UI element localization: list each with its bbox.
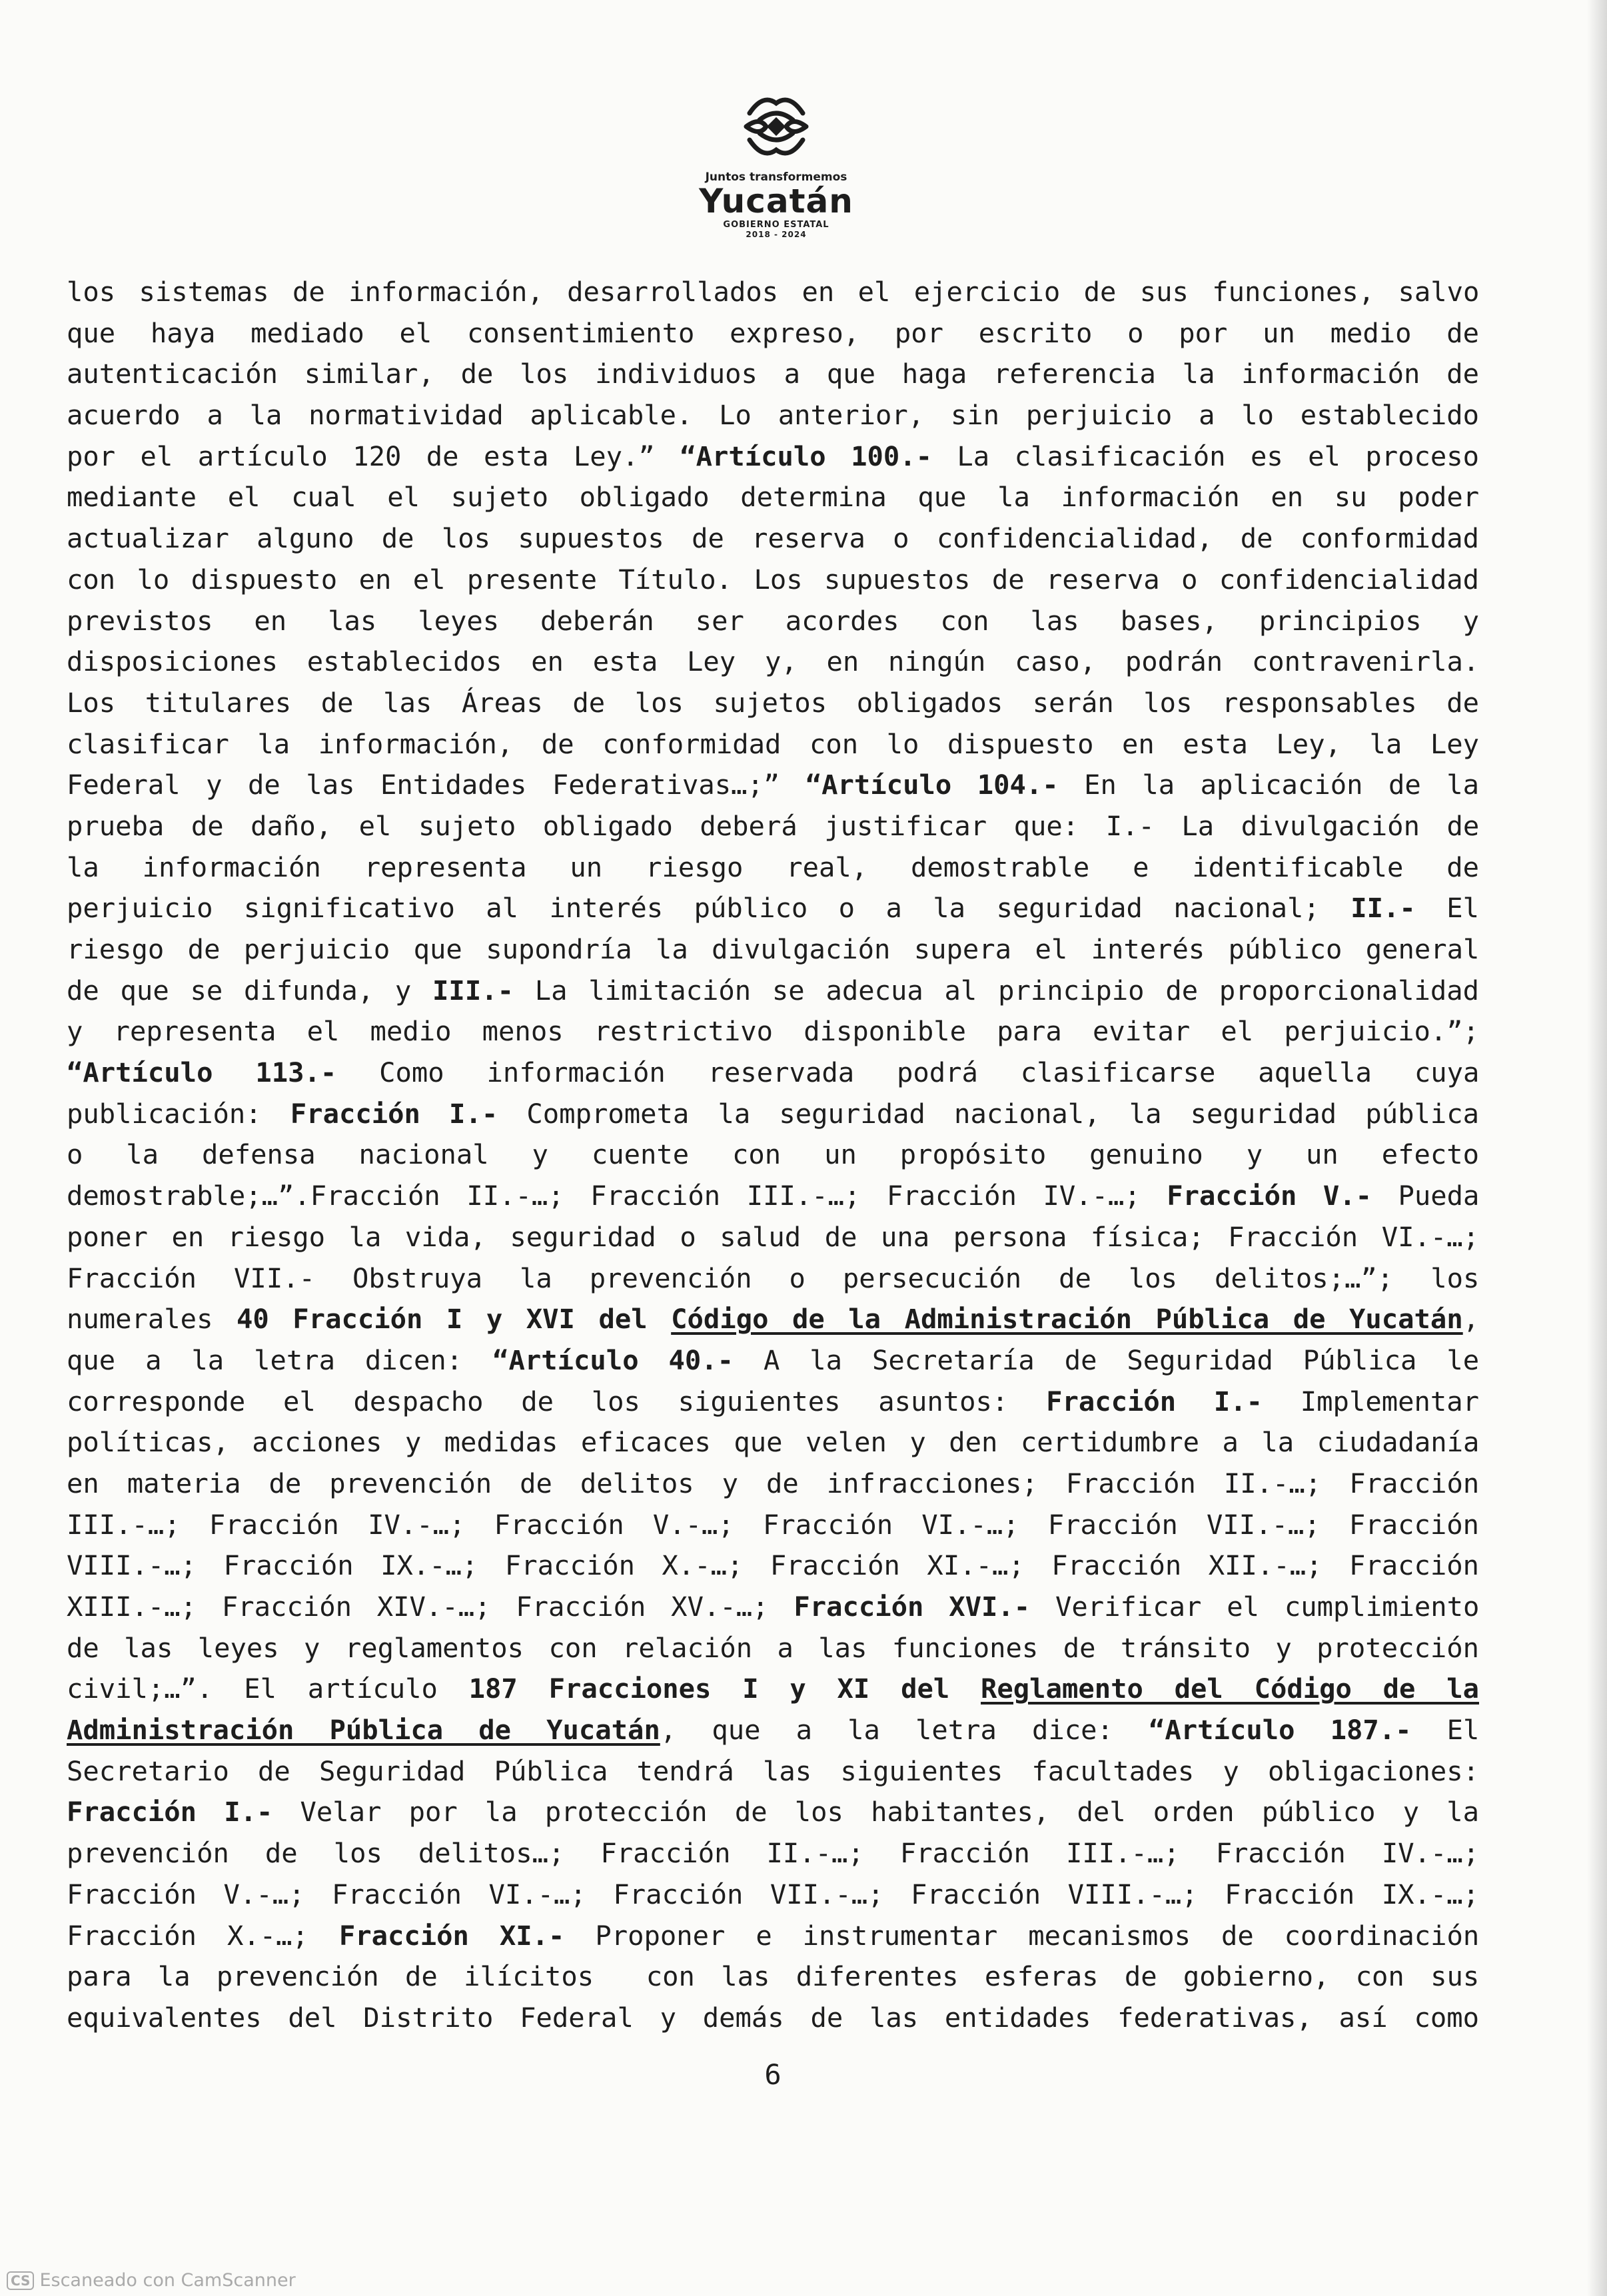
text-segment: en materia de prevención de delitos y de infracciones; Fracción II.-…; Fracción	[67, 1467, 1480, 1499]
text-segment: 40 Fracción I y XVI	[237, 1303, 575, 1336]
text-segment: con lo dispuesto en el presente Título. Los supuestos de reserva o confidencialidad	[67, 563, 1479, 595]
text-segment: “Artículo 100.-	[680, 440, 932, 472]
text-segment: Fracción I.-	[290, 1097, 498, 1130]
text-line	[67, 354, 1479, 395]
text-segment: perjuicio significativo al interés público o a la seguridad nacional;	[67, 892, 1351, 925]
text-segment: Como información reservada podrá clasificarse aquella cuya	[336, 1056, 1480, 1089]
text-line	[67, 1545, 1479, 1587]
text-segment	[949, 1673, 981, 1705]
text-segment: Verificar el cumplimiento	[1030, 1591, 1480, 1623]
text-line	[67, 395, 1479, 436]
text-line	[67, 313, 1479, 354]
text-line	[67, 1340, 1479, 1381]
text-segment: publicación:	[67, 1097, 290, 1130]
letterhead-years: 2018 - 2024	[746, 230, 807, 239]
text-line	[67, 1052, 1479, 1094]
text-line	[67, 724, 1479, 765]
text-segment: equivalentes del Distrito Federal y demás de las entidades federativas, así como	[67, 2001, 1479, 2034]
text-line	[67, 1628, 1479, 1669]
text-segment: III.-	[432, 974, 514, 1006]
text-line	[67, 1381, 1479, 1423]
text-segment: riesgo de perjuicio que supondría la divulgación supera el interés público general	[67, 933, 1480, 965]
text-segment: y representa el medio menos restrictivo disponible para evitar el perjuicio.”;	[67, 1015, 1479, 1048]
text-segment: En la aplicación de la	[1058, 769, 1479, 801]
text-line	[67, 1176, 1479, 1217]
yucatan-logo-icon	[736, 87, 816, 167]
letterhead-tagline: Juntos transformemos	[705, 171, 847, 184]
text-line	[67, 1998, 1479, 2039]
text-line	[67, 1258, 1479, 1300]
text-segment: Implementar	[1263, 1385, 1480, 1417]
letterhead	[690, 87, 863, 239]
text-segment: de las leyes y reglamentos con relación a las funciones de tránsito y protección	[67, 1631, 1479, 1664]
text-line	[67, 1710, 1479, 1751]
text-segment: Comprometa la seguridad nacional, la seguridad pública	[498, 1097, 1479, 1130]
text-segment: prueba de daño, el sujeto obligado deberá justificar que: I.- La divulgación de	[67, 809, 1480, 842]
text-segment: El	[1411, 1714, 1480, 1746]
text-line	[67, 1463, 1479, 1505]
scanner-label: Escaneado con CamScanner	[39, 2270, 296, 2291]
text-segment: Federal y de las Entidades Federativas…;”	[67, 769, 805, 801]
text-line	[67, 518, 1479, 560]
text-segment: actualizar alguno de los supuestos de reserva o confidencialidad, de conformidad	[67, 522, 1479, 555]
text-segment: Pueda	[1372, 1180, 1480, 1212]
text-segment: Fracción V.-…; Fracción VI.-…; Fracción VII.-…; Fracción VIII.-…; Fracción IX.-…;	[67, 1878, 1480, 1910]
text-segment: Los titulares de las Áreas de los sujetos obligados serán los responsables de	[67, 686, 1479, 719]
text-line	[67, 1669, 1479, 1710]
text-line	[67, 477, 1479, 518]
text-segment: poner en riesgo la vida, seguridad o salud de una persona física; Fracción VI.-…;	[67, 1220, 1480, 1253]
text-segment: disposiciones establecidos en esta Ley y, en ningún caso, podrán contravenirla.	[67, 645, 1480, 678]
letterhead-government: GOBIERNO ESTATAL	[723, 220, 829, 230]
text-segment: Administración Pública de Yucatán	[67, 1714, 660, 1746]
text-segment: VIII.-…; Fracción IX.-…; Fracción X.-…; Fracción XI.-…; Fracción XII.-…; Fracción	[67, 1549, 1480, 1582]
text-line	[67, 560, 1479, 601]
text-line	[67, 272, 1479, 313]
text-segment: para la prevención de ilícitos con las diferentes esferas de gobierno, con sus	[67, 1960, 1480, 1993]
text-segment: políticas, acciones y medidas eficaces que velen y den certidumbre a la ciudadanía	[67, 1426, 1480, 1459]
text-line	[67, 683, 1479, 724]
text-line	[67, 1874, 1479, 1916]
text-segment: A la Secretaría de Seguridad Pública le	[734, 1343, 1480, 1376]
text-segment: Proponer e instrumentar mecanismos de coordinación	[564, 1919, 1480, 1952]
text-segment: Fracción X.-…;	[67, 1919, 339, 1952]
text-line	[67, 1792, 1479, 1833]
text-segment: por el artículo 120 de esta Ley.”	[67, 440, 680, 472]
text-segment: mediante el cual el sujeto obligado determina que la información en su poder	[67, 481, 1480, 514]
text-segment: Fracción I.-	[1046, 1385, 1263, 1417]
text-segment: “Artículo 40.-	[492, 1343, 734, 1376]
text-line	[67, 1094, 1479, 1135]
text-segment: acuerdo a la normatividad aplicable. Lo anterior, sin perjuicio a lo establecido	[67, 399, 1479, 432]
text-segment: “Artículo 113.-	[67, 1056, 337, 1089]
text-segment: los sistemas de información, desarrollados en el ejercicio de sus funciones, salvo	[67, 276, 1480, 308]
text-segment: “Artículo 104.-	[805, 769, 1059, 801]
text-segment: corresponde el despacho de los siguientes asuntos:	[67, 1385, 1047, 1417]
text-line	[67, 806, 1479, 847]
text-segment: autenticación similar, de los individuos a que haga referencia la información de	[67, 358, 1479, 390]
text-segment: El	[1415, 892, 1479, 925]
text-segment: Velar por la protección de los habitantes, del orden público y la	[272, 1796, 1479, 1828]
text-segment: prevención de los delitos…; Fracción II.-…; Fracción III.-…; Fracción IV.-…;	[67, 1837, 1480, 1870]
letterhead-state: Yucatán	[699, 182, 853, 220]
text-segment: demostrable;…”.Fracción II.-…; Fracción III.-…; Fracción IV.-…;	[67, 1180, 1167, 1212]
text-segment: Código de la Administración Pública de Yucatán	[671, 1303, 1463, 1336]
text-segment: 187 Fracciones I y XI del	[468, 1673, 950, 1705]
text-segment: Fracción I.-	[67, 1796, 273, 1828]
text-segment: numerales	[67, 1303, 237, 1336]
text-segment	[575, 1303, 599, 1335]
text-segment: La clasificación es el proceso	[932, 440, 1480, 472]
scanner-watermark	[7, 2270, 296, 2291]
text-segment	[648, 1303, 672, 1335]
text-segment: clasificar la información, de conformidad con lo dispuesto en esta Ley, la Ley	[67, 727, 1479, 760]
text-line	[67, 970, 1479, 1012]
text-segment: la información representa un riesgo real, demostrable e identificable de	[67, 851, 1479, 883]
text-segment: que haya mediado el consentimiento expreso, por escrito o por un medio de	[67, 316, 1479, 349]
text-line	[67, 601, 1479, 642]
text-segment: Fracción XVI.-	[794, 1591, 1031, 1623]
camscanner-logo-icon: CS	[7, 2271, 34, 2290]
text-line	[67, 1299, 1479, 1340]
text-segment: que a la letra dicen:	[67, 1343, 493, 1376]
text-line	[67, 765, 1479, 806]
text-segment: Reglamento del Código de la	[981, 1673, 1479, 1705]
text-segment: de que se difunda, y	[67, 974, 433, 1006]
text-segment: Secretario de Seguridad Pública tendrá las siguientes facultades y obligaciones:	[67, 1754, 1479, 1787]
text-line	[67, 1217, 1479, 1258]
text-line	[67, 1422, 1479, 1463]
text-segment: previstos en las leyes deberán ser acordes con las bases, principios y	[67, 604, 1479, 637]
text-segment: II.-	[1350, 892, 1416, 925]
document-body	[67, 272, 1479, 2039]
text-line	[67, 436, 1479, 478]
text-line	[67, 1956, 1479, 1998]
text-line	[67, 1587, 1479, 1628]
page-edge-shadow	[1587, 0, 1607, 2296]
text-line	[67, 1751, 1479, 1792]
text-line	[67, 847, 1479, 889]
page-number: 6	[764, 2058, 782, 2091]
text-segment: , que a la letra dice:	[660, 1714, 1149, 1746]
text-segment: III.-…; Fracción IV.-…; Fracción V.-…; Fracción VI.-…; Fracción VII.-…; Fracción	[67, 1508, 1479, 1541]
text-segment: “Artículo 187.-	[1149, 1714, 1412, 1746]
text-segment: La limitación se adecua al principio de proporcionalidad	[513, 974, 1479, 1006]
text-line	[67, 1916, 1479, 1957]
text-line	[67, 641, 1479, 683]
text-line	[67, 929, 1479, 970]
text-segment: ,	[1462, 1303, 1480, 1336]
text-line	[67, 1833, 1479, 1874]
text-line	[67, 1011, 1479, 1052]
text-segment: civil;…”. El artículo	[67, 1673, 469, 1705]
text-segment: Fracción VII.- Obstruya la prevención o persecución de los delitos;…”; los	[67, 1262, 1480, 1294]
text-line	[67, 1505, 1479, 1546]
text-line	[67, 1134, 1479, 1176]
text-segment: Fracción V.-	[1167, 1180, 1372, 1212]
text-segment: del	[598, 1303, 648, 1336]
text-segment: o la defensa nacional y cuente con un propósito genuino y un efecto	[67, 1138, 1479, 1171]
text-segment: Fracción XI.-	[338, 1919, 565, 1952]
text-line	[67, 888, 1479, 929]
text-segment: XIII.-…; Fracción XIV.-…; Fracción XV.-…;	[67, 1591, 794, 1623]
